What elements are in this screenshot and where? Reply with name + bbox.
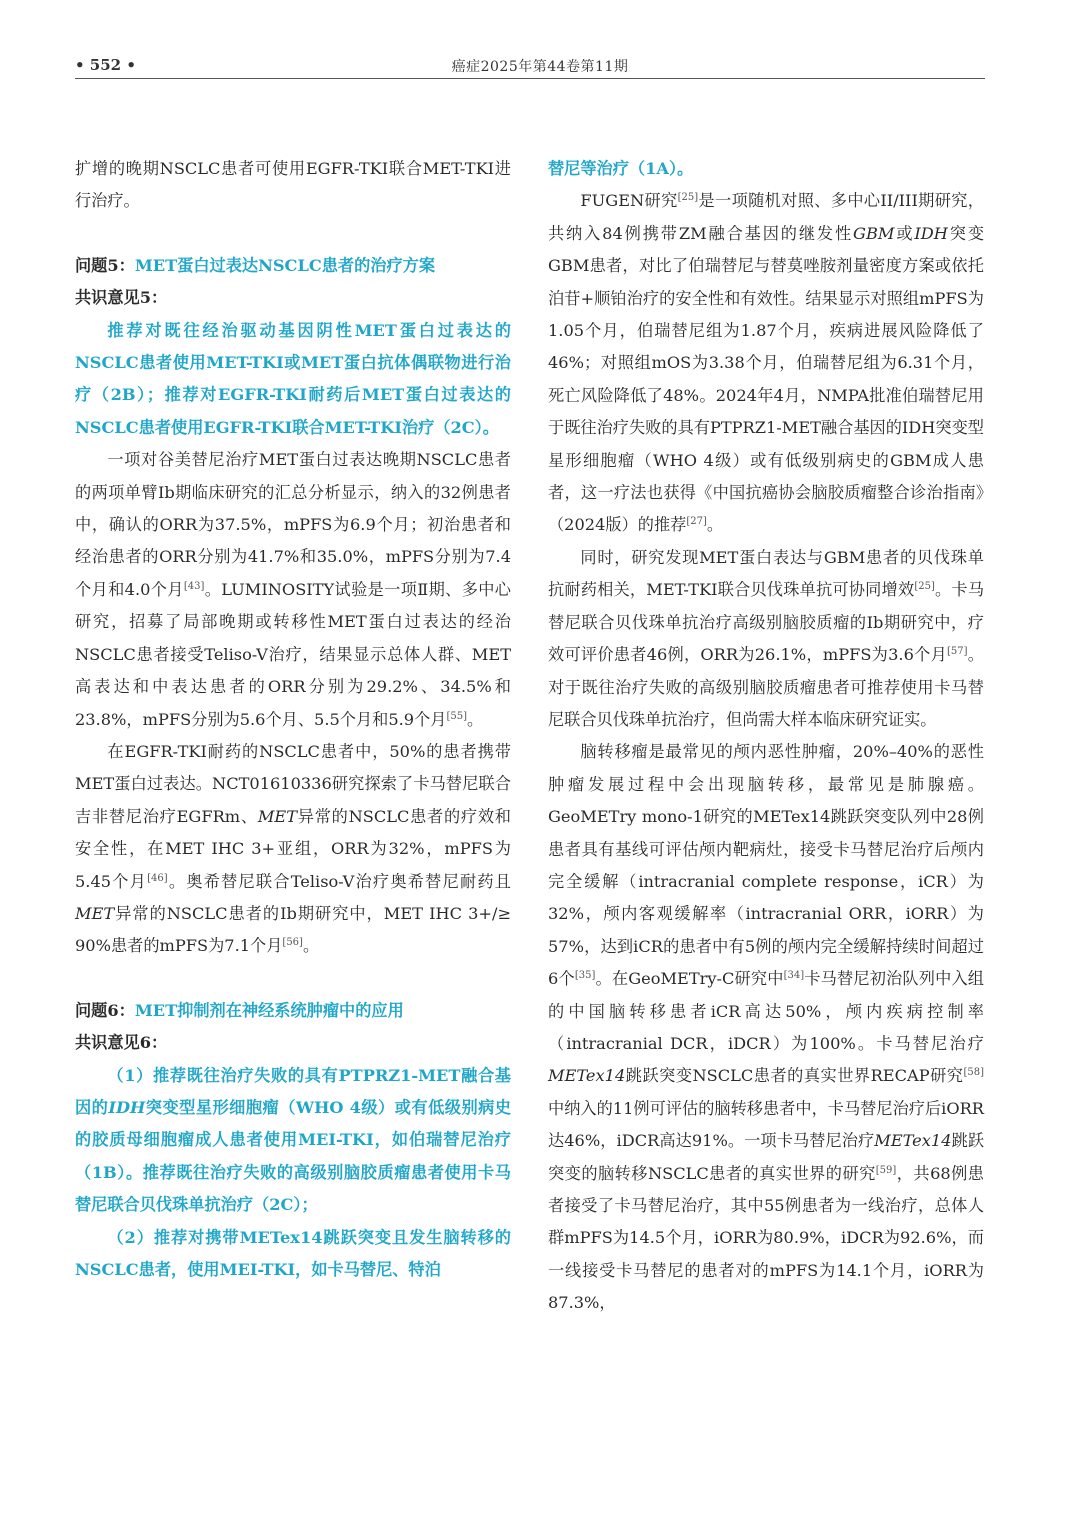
recommendation-6-1: （1）推荐既往治疗失败的具有PTPRZ1-MET融合基因的IDH突变型星形细胞瘤（WHO 4级）或有低级别病史的胶质母细胞瘤成人患者使用MEI-TKI，如伯瑞替尼治疗（1B）。推荐既往治疗失败的高级别脑胶质瘤患者使用卡马替尼联合贝伐珠单抗治疗（2C）；: [75, 1065, 512, 1215]
citation-58: [58]: [963, 1067, 984, 1079]
left-column: [75, 153, 511, 1286]
page-number: • 552 •: [75, 56, 136, 74]
citation-59: [59]: [875, 1164, 897, 1176]
citation-25: [25]: [677, 192, 699, 204]
right-column: [548, 153, 984, 1320]
recommendation-6-2: （2）推荐对携带METex14跳跃突变且发生脑转移的NSCLC患者，使用MEI-TKI，如卡马替尼、特泊: [75, 1227, 511, 1279]
paragraph-bevacizumab: 同时，研究发现MET蛋白表达与GBM患者的贝伐珠单抗耐药相关，MET-TKI联合贝伐珠单抗可协同增效[25]。卡马替尼联合贝伐珠单抗治疗高级别脑胶质瘤的Ib期研究中，疗效可评价患者46例，ORR为26.1%，mPFS为3.6个月[57]。对于既往治疗失败的高级别脑胶质瘤患者可推荐使用卡马替尼联合贝伐珠单抗治疗，但尚需大样本临床研究证实。: [548, 547, 985, 729]
paragraph-continuation: 扩增的晚期NSCLC患者可使用EGFR-TKI联合MET-TKI进行治疗。: [75, 159, 511, 211]
question-5-heading: 问题5：MET蛋白过表达NSCLC患者的治疗方案: [75, 255, 436, 275]
citation-35: [35]: [574, 970, 596, 982]
paragraph-egfr-resistance: 在EGFR-TKI耐药的NSCLC患者中，50%的患者携带MET蛋白过表达。NCT01610336研究探索了卡马替尼联合吉非替尼治疗EGFRm、MET异常的NSCLC患者的疗效和安全性，在MET IHC 3+亚组，ORR为32%，mPFS为5.45个月[46]。奥希替尼联合Teliso-V治疗奥希替尼耐药且MET异常的NSCLC患者的Ib期研究中，MET IHC 3+/≥ 90%患者的mPFS为7.1个月[56]。: [75, 741, 511, 956]
citation-34: [34]: [783, 970, 805, 982]
citation-46: [46]: [147, 872, 168, 884]
recommendation-6-2-continued: 替尼等治疗（1A）。: [548, 159, 694, 178]
recommendation-5: 推荐对既往经治驱动基因阴性MET蛋白过表达的NSCLC患者使用MET-TKI或MET蛋白抗体偶联物进行治疗（2B）；推荐对EGFR-TKI耐药后MET蛋白过表达的NSCLC患者使用EGFR-TKI联合MET-TKI治疗（2C）。: [75, 320, 511, 437]
citation-27: [27]: [686, 516, 707, 528]
journal-title: 癌症2025年第44卷第11期: [451, 59, 629, 75]
citation-57: [57]: [947, 646, 968, 658]
header-divider: [75, 78, 985, 79]
paragraph-brain-metastasis: 脑转移瘤是最常见的颅内恶性肿瘤，20%–40%的恶性肿瘤发展过程中会出现脑转移，最常见是肺腺癌。GeoMETry mono-1研究的METex14跳跃突变队列中28例患者具有基线可评估颅内靶病灶，接受卡马替尼治疗后颅内完全缓解（intracranial complete response，iCR）为32%，颅内客观缓解率（intracranial ORR，iORR）为57%，达到iCR的患者中有5例的颅内完全缓解持续时间超过6个[35]。在GeoMETry-C研究中[34]卡马替尼初治队列中入组的中国脑转移患者iCR高达50%，颅内疾病控制率（intracranial DCR，iDCR）为100%。卡马替尼治疗METex14跳跃突变NSCLC患者的真实世界RECAP研究[58]中纳入的11例可评估的脑转移患者中，卡马替尼治疗后iORR达46%，iDCR高达91%。一项卡马替尼治疗METex14跳跃突变的脑转移NSCLC患者的真实世界的研究[59]，共68例患者接受了卡马替尼治疗，其中55例患者为一线治疗，总体人群mPFS为14.5个月，iORR为80.9%，iDCR为92.6%，而一线接受卡马替尼的患者对的mPFS为14.1个月，iORR为87.3%，: [548, 742, 985, 1313]
paragraph-glumetinib: 一项对谷美替尼治疗MET蛋白过表达晚期NSCLC患者的两项单臂Ib期临床研究的汇总分析显示，纳入的32例患者中，确认的ORR为37.5%，mPFS为6.9个月；初治患者和经治患者的ORR分别为41.7%和35.0%，mPFS分别为7.4个月和4.0个月[43]。LUMINOSITY试验是一项Ⅱ期、多中心研究，招募了局部晚期或转移性MET蛋白过表达的经治NSCLC患者接受Teliso-V治疗，结果显示总体人群、MET高表达和中表达患者的ORR分别为29.2%、34.5%和23.8%，mPFS分别为5.6个月、5.5个月和5.9个月[55]。: [75, 450, 511, 729]
paragraph-fugen: FUGEN研究[25]是一项随机对照、多中心II/III期研究，共纳入84例携带ZM融合基因的继发性GBM或IDH突变GBM患者，对比了伯瑞替尼与替莫唑胺剂量密度方案或依托泊苷+顺铂治疗的安全性和有效性。结果显示对照组mPFS为1.05个月，伯瑞替尼组为1.87个月，疾病进展风险降低了46%；对照组mOS为3.38个月，伯瑞替尼组为6.31个月，死亡风险降低了48%。2024年4月，NMPA批准伯瑞替尼用于既往治疗失败的具有PTPRZ1-MET融合基因的IDH突变型星形细胞瘤（WHO 4级）或有低级别病史的GBM成人患者，这一疗法也获得《中国抗癌协会脑胶质瘤整合诊治指南》（2024版）的推荐[27]。: [548, 191, 985, 535]
citation-56: [56]: [282, 937, 303, 949]
citation-25b: [25]: [914, 581, 935, 593]
citation-55: [55]: [446, 710, 467, 722]
question-6-heading: 问题6：MET抑制剂在神经系统肿瘤中的应用: [75, 1000, 404, 1020]
consensus-5-label: 共识意见5：: [75, 288, 168, 308]
consensus-6-label: 共识意见6：: [75, 1033, 168, 1053]
citation-43: [43]: [183, 580, 205, 592]
